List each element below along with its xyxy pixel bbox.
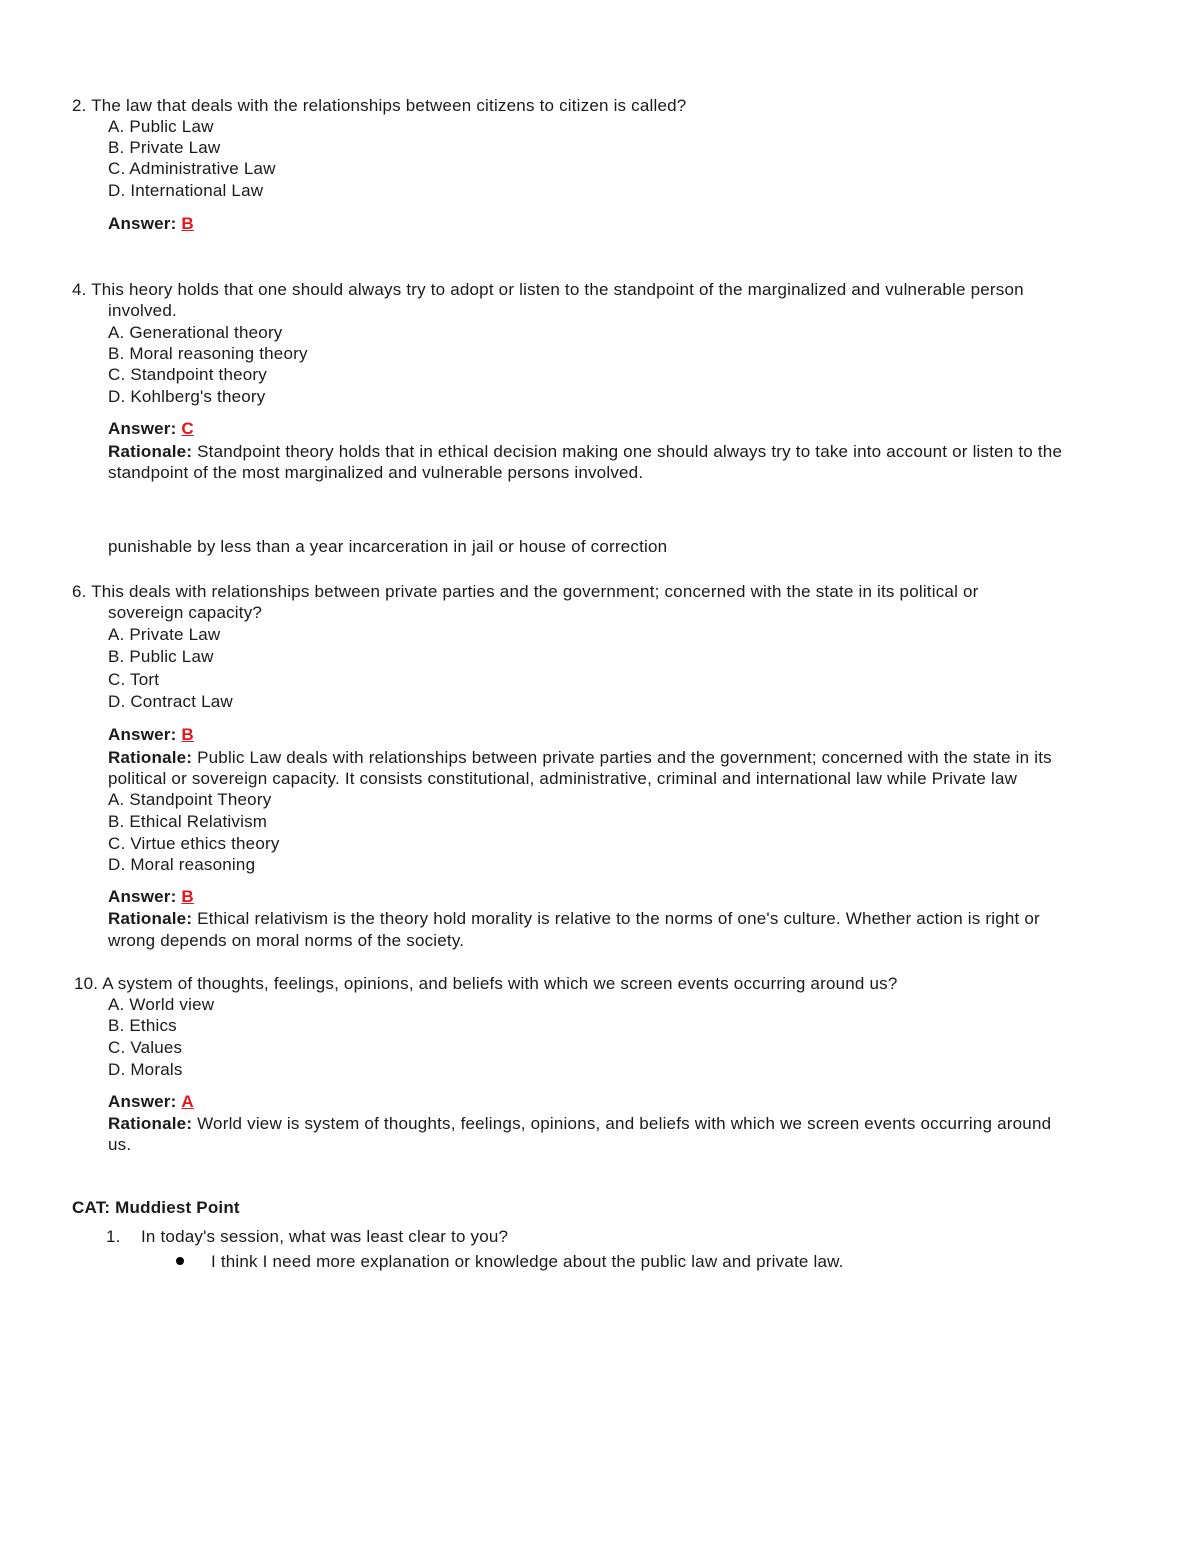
q4-option-b: B. Moral reasoning theory [108,344,308,363]
q8-option-d: D. Moral reasoning [108,855,256,874]
q10-option-c: C. Values [108,1038,183,1057]
q4-rationale-line2: standpoint of the most marginalized and vulnerable persons involved. [108,463,644,482]
q4-option-a: A. Generational theory [108,323,283,342]
q2-option-b: B. Private Law [108,138,221,157]
q4-question-line2: involved. [108,301,177,320]
q10-answer-line [108,1091,194,1112]
answer-value: B [181,214,194,233]
q2-question: 2. The law that deals with the relationships between citizens to citizen is called? [72,96,687,115]
q4-rationale-line1 [108,441,1062,462]
q6-option-c: C. Tort [108,670,160,689]
q6-question-line1: 6. This deals with relationships between private parties and the government; concerned with the state in its political or [72,582,979,601]
q10-option-a: A. World view [108,995,215,1014]
q4-answer-line [108,418,194,439]
q10-question: 10. A system of thoughts, feelings, opinions, and beliefs with which we screen events occurring around us? [74,974,898,993]
q10-option-d: D. Morals [108,1060,183,1079]
rationale-label: Rationale: [108,748,193,767]
answer-label: Answer: [108,725,177,744]
q10-option-b: B. Ethics [108,1016,177,1035]
cat-item-number: 1. [106,1227,121,1246]
q8-option-c: C. Virtue ethics theory [108,834,280,853]
q8-answer-line [108,886,194,907]
q4-option-d: D. Kohlberg's theory [108,387,266,406]
rationale-text: Public Law deals with relationships between private parties and the government; concerned with the state in its [192,748,1052,767]
q10-rationale-line1 [108,1113,1051,1134]
rationale-label: Rationale: [108,909,193,928]
q2-option-d: D. International Law [108,181,264,200]
q8-rationale-line2: wrong depends on moral norms of the society. [108,931,465,950]
q8-rationale-line1 [108,908,1040,929]
rationale-text: Standpoint theory holds that in ethical decision making one should always try to take into account or listen to the [192,442,1063,461]
bullet-icon [176,1257,184,1265]
cat-bullet-text: I think I need more explanation or knowledge about the public law and private law. [211,1252,844,1271]
q6-rationale-line2: political or sovereign capacity. It consists constitutional, administrative, criminal and international law while Private law [108,769,1018,788]
q6-rationale-line1 [108,747,1052,768]
cat-item-text: In today's session, what was least clear to you? [141,1227,509,1246]
answer-label: Answer: [108,214,177,233]
q6-option-d: D. Contract Law [108,692,233,711]
answer-label: Answer: [108,887,177,906]
q2-option-c: C. Administrative Law [108,159,276,178]
q8-option-b: B. Ethical Relativism [108,812,268,831]
answer-value: B [181,725,194,744]
rationale-text: World view is system of thoughts, feelings, opinions, and beliefs with which we screen events occurring around [192,1114,1052,1133]
q2-answer-line [108,213,194,234]
text-fragment: punishable by less than a year incarceration in jail or house of correction [108,537,668,556]
answer-value: B [181,887,194,906]
answer-label: Answer: [108,419,177,438]
q6-question-line2: sovereign capacity? [108,603,263,622]
q6-option-b: B. Public Law [108,647,214,666]
q4-option-c: C. Standpoint theory [108,365,267,384]
q6-option-a: A. Private Law [108,625,221,644]
q10-rationale-line2: us. [108,1135,132,1154]
q8-option-a: A. Standpoint Theory [108,790,272,809]
answer-value: A [181,1092,194,1111]
q4-question-line1: 4. This heory holds that one should always try to adopt or listen to the standpoint of the marginalized and vulnerable person [72,280,1024,299]
rationale-label: Rationale: [108,1114,193,1133]
q6-answer-line [108,724,194,745]
rationale-text: Ethical relativism is the theory hold morality is relative to the norms of one's culture. Whether action is right or [192,909,1040,928]
rationale-label: Rationale: [108,442,193,461]
q2-option-a: A. Public Law [108,117,214,136]
answer-label: Answer: [108,1092,177,1111]
cat-heading: CAT: Muddiest Point [72,1198,240,1217]
answer-value: C [181,419,194,438]
